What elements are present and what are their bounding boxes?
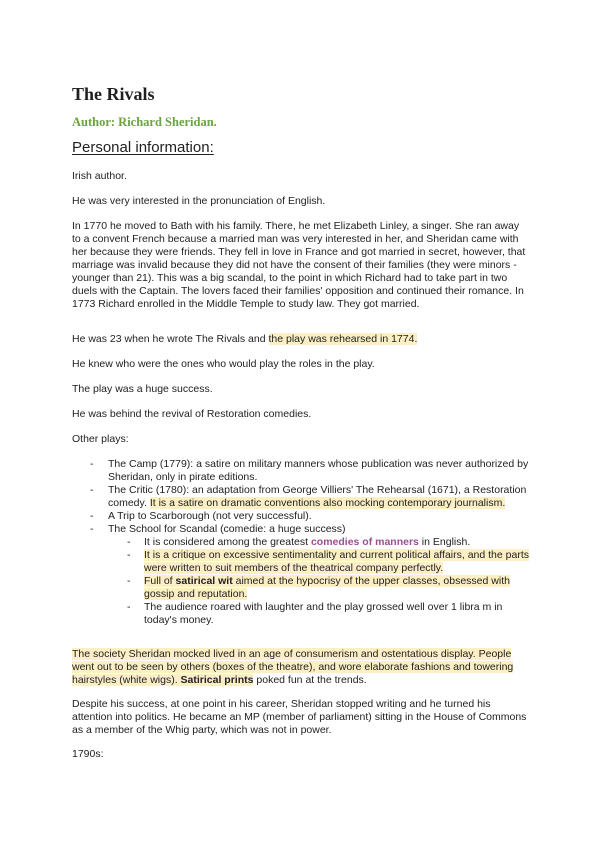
society-highlight: The society Sheridan mocked lived in an age of consumerism and ostentatious display. People went out to be seen by others (boxes of the theatre), and wore elaborate fashions and towering hairstyles (white wigs). [72,648,514,686]
satirical-prints-bold: Satirical prints [180,674,254,686]
rehearsed-period: . [414,333,418,345]
paragraph-success: The play was a huge success. [72,383,213,395]
list-item-the-camp [72,458,532,484]
sub1-text: It is considered among the greatest [144,536,311,548]
play-school-text: The School for Scandal (comedie: a huge success) [108,523,346,535]
play-camp-text: The Camp (1779): a satire on military manners whose publication was never authorized by Sheridan, only in pirate editions. [108,458,529,483]
personal-information-heading [72,139,214,156]
paragraph-roles: He knew who were the ones who would play the roles in the play. [72,358,375,370]
sub-item-comedies [108,536,532,549]
critique-highlight: It is a critique on excessive sentimentality and current political affairs, and the parts were written to suit members of the theatrical company perfectly. [144,549,529,574]
sub-item-critique [108,549,532,575]
sub1-end: in English. [418,536,471,548]
list-item-the-critic [72,484,532,510]
list-item-trip-scarborough [72,510,532,523]
personal-heading-colon: : [209,139,214,156]
sub-item-audience [108,601,532,627]
comedies-of-manners: comedies of manners [310,536,419,548]
satirical-wit-bold: satirical wit [175,575,233,587]
paragraph-1790s: 1790s: [72,748,104,760]
audience-text: The audience roared with laughter and the play grossed well over 1 libra m in today's money. [144,601,503,626]
paragraph-wrote-rivals [72,333,527,346]
rivals-text: He was 23 when he wrote The Rivals and [72,333,269,345]
play-critic-text: The Critic (1780): an adaptation from George Villiers' The Rehearsal (1671), a Restoration comedy. [108,484,527,509]
document-title: The Rivals [72,84,155,104]
sub-item-satirical-wit [108,575,532,601]
play-trip-text: A Trip to Scarborough (not very successful). [108,510,312,522]
society-end: poked fun at the trends. [253,674,367,686]
rehearsed-highlight: the play was rehearsed in 1774 [268,333,415,345]
paragraph-other-plays: Other plays: [72,433,129,445]
paragraph-pronunciation: He was very interested in the pronunciation of English. [72,195,326,207]
paragraph-restoration: He was behind the revival of Restoration comedies. [72,408,312,420]
paragraph-society [72,648,527,687]
author-line: Author: Richard Sheridan. [72,115,217,129]
paragraph-irish-author: Irish author. [72,170,127,182]
school-for-scandal-sublist [108,536,532,627]
list-item-school-for-scandal [72,523,532,627]
paragraph-bath-biography: In 1770 he moved to Bath with his family. There, he met Elizabeth Linley, a singer. She ran away to a convent French because a married man was very interested in her, and Sheridan came with her because they were friends. They fell in love in France and got married in secret, however, that marriage was invalid because they did not have the consent of their families (they were minors - younger than 21). This was a big scandal, to the point in which Richard had to take part in two duels with the Captain. The lovers faced their families' opposition and continued their romance. In 1773 Richard enrolled in the Middle Temple to study law. They got married. [72,220,526,310]
satirical-wit-prefix: Full of [144,575,176,587]
critic-satire-highlight: It is a satire on dramatic conventions also mocking contemporary journalism [149,497,503,509]
satirical-wit-rest: aimed at the hypocrisy of the upper classes, obsessed with gossip and reputation. [144,575,510,600]
paragraph-politics: Despite his success, at one point in his career, Sheridan stopped writing and he turned his attention into politics. He became an MP (member of parliament) sitting in the House of Commons as a member of the Whig party, which was not in power. [72,698,527,736]
critic-period: . [502,497,506,509]
other-plays-list [72,458,532,627]
personal-heading-text: Personal information [72,139,210,156]
